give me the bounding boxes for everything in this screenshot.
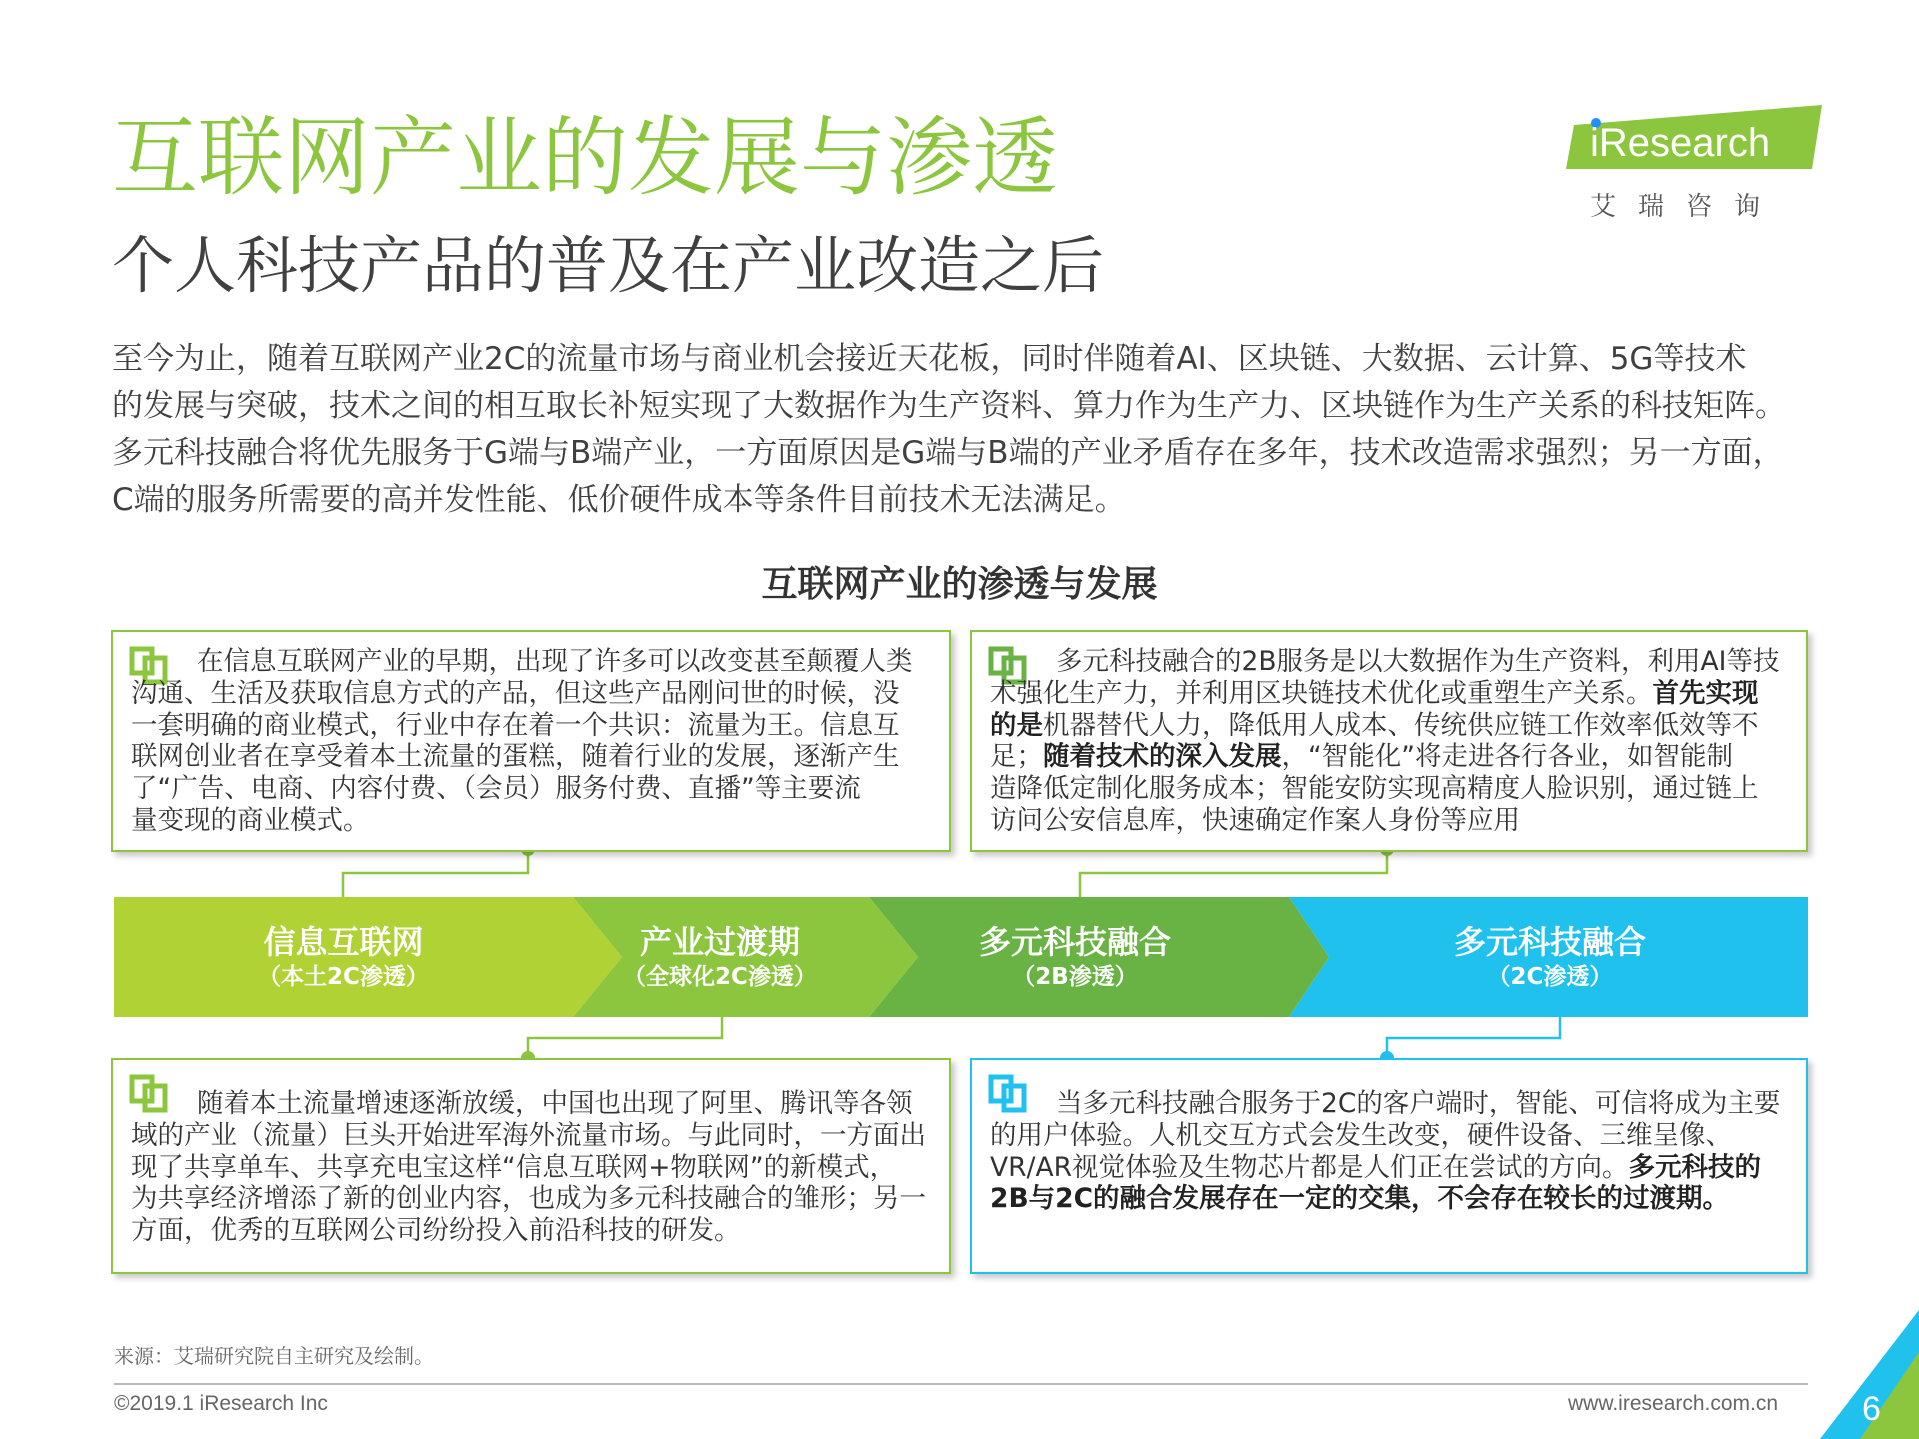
logo-text: iResearch [1590, 121, 1771, 165]
box-multi-tech-2c [970, 1058, 1808, 1274]
stage-2-label: 产业过渡期 （全球化2C渗透） [623, 923, 817, 990]
footer-divider [114, 1383, 1808, 1385]
corner-decoration [1800, 1300, 1919, 1439]
intro-line: 的发展与突破，技术之间的相互取长补短实现了大数据作为生产资料、算力作为生产力、区块链作为生产关系的科技矩阵。 [112, 388, 1786, 424]
stage-3-label: 多元科技融合 （2B渗透） [978, 923, 1171, 990]
website-url: www.iresearch.com.cn [1568, 1392, 1779, 1415]
intro-line: 多元科技融合将优先服务于G端与B端产业，一方面原因是G端与B端的产业矛盾存在多年，技术改造需求强烈；另一方面， [112, 435, 1784, 471]
box-multi-tech-2b-text: 多元科技融合的2B服务是以大数据作为生产资料，利用AI等技 术强化生产力，并利用区块链技术优化或重塑生产关系。首先实现 的是机器替代人力，降低用人成本、传统供应链工作效率低效等不 足；随着技术的深入发展，“智能化”将走进各行各业，如智能制 造降低定制化服务成本；智能安防实现高精度人脸识别，通过链上 访问公安信息库，快速确定作案人身份等应用 [990, 646, 1780, 836]
box-multi-tech-2b [970, 630, 1808, 852]
intro-line: C端的服务所需要的高并发性能、低价硬件成本等条件目前技术无法满足。 [112, 482, 1126, 518]
source-note: 来源：艾瑞研究院自主研究及绘制。 [114, 1344, 434, 1368]
page-title: 互联网产业的发展与渗透 [112, 108, 1058, 208]
copyright: ©2019.1 iResearch Inc [114, 1392, 328, 1415]
stage-4-label: 多元科技融合 （2C渗透） [1453, 923, 1646, 990]
intro-line: 至今为止，随着互联网产业2C的流量市场与商业机会接近天花板，同时伴随着AI、区块链、大数据、云计算、5G等技术 [112, 341, 1747, 377]
box-multi-tech-2c-text: 当多元科技融合服务于2C的客户端时，智能、可信将成为主要 的用户体验。人机交互方式会发生改变，硬件设备、三维呈像、 VR/AR视觉体验及生物芯片都是人们正在尝试的方向。多元科技的 2B与2C的融合发展存在一定的交集，不会存在较长的过渡期。 [990, 1088, 1781, 1215]
box-info-internet-text: 在信息互联网产业的早期，出现了许多可以改变甚至颠覆人类 沟通、生活及获取信息方式的产品，但这些产品刚问世的时候，没 一套明确的商业模式，行业中存在着一个共识：流量为王。信息互 联网创业者在享受着本土流量的蛋糕，随着行业的发展，逐渐产生 了“广告、电商、内容付费、（会员）服务付费、直播”等主要流 量变现的商业模式。 [131, 646, 913, 836]
page-number: 6 [1862, 1390, 1881, 1428]
page-subtitle: 个人科技产品的普及在产业改造之后 [112, 229, 1105, 302]
box-transition-period-text: 随着本土流量增速逐渐放缓，中国也出现了阿里、腾讯等各领 域的产业（流量）巨头开始进军海外流量市场。与此同时，一方面出 现了共享单车、共享充电宝这样“信息互联网+物联网”的新模式， 为共享经济增添了新的创业内容，也成为多元科技融合的雏形；另一 方面，优秀的互联网公司纷纷投入前沿科技的研发。 [131, 1088, 926, 1247]
box-transition-period [111, 1058, 951, 1274]
diagram-title: 互联网产业的渗透与发展 [761, 564, 1158, 605]
logo-chinese-name: 艾瑞咨询 [1590, 192, 1783, 222]
box-info-internet [111, 630, 951, 852]
stage-1-label: 信息互联网 （本土2C渗透） [258, 923, 429, 990]
